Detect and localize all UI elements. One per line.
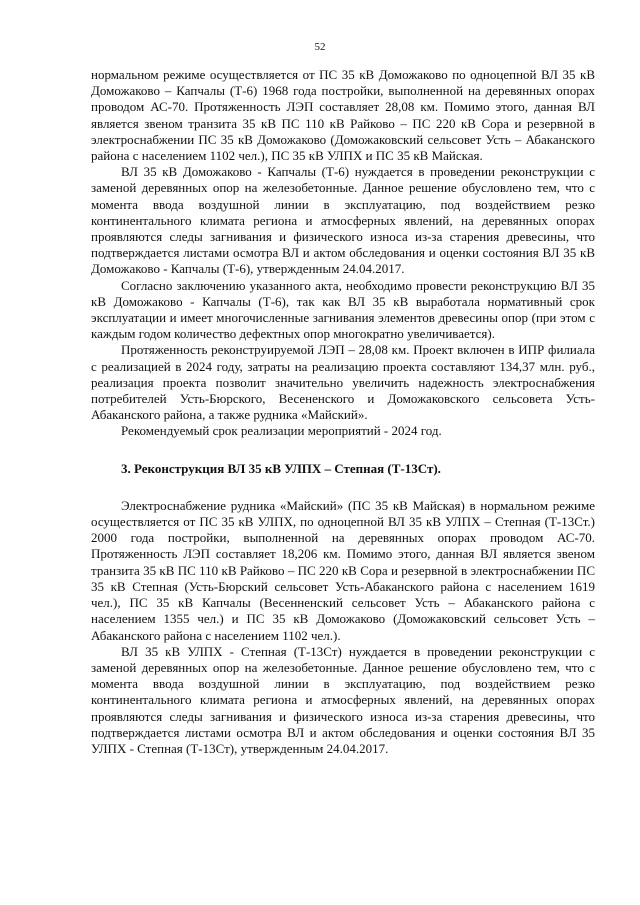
paragraph: нормальном режиме осуществляется от ПС 35 кВ Доможаково по одноцепной ВЛ 35 кВ Доможаково – Капчалы (Т-6) 1968 года постройки, выполненной на деревянных опорах проводом АС-70. Протяженность ЛЭП составляет 28,08 км. Помимо этого, данная ВЛ является звеном транзита 35 кВ ПС 110 кВ Райково – ПС 220 кВ Сора и резервной в электроснабжении ПС 35 кВ Доможаково (Доможаковский сельсовет Усть – Абаканского района с населением 1102 чел.), ПС 35 кВ УЛПХ и ПС 35 кВ Майская. [91, 67, 595, 164]
page-number: 52 [314, 41, 326, 53]
paragraph: ВЛ 35 кВ Доможаково - Капчалы (Т-6) нуждается в проведении реконструкции с заменой деревянных опор на железобетонные. Данное решение обусловлено тем, что с момента ввода воздушной линии в эксплуатацию, под воздействием резко континентального климата региона и атмосферных явлений, на деревянных опорах проявляются следы загнивания и физического износа из-за старения древесины, что подтверждается листами осмотра ВЛ и актом обследования и оценки состояния ВЛ 35 кВ Доможаково - Капчалы (Т-6), утвержденным 24.04.2017. [91, 164, 595, 277]
paragraph: Согласно заключению указанного акта, необходимо провести реконструкцию ВЛ 35 кВ Доможаково - Капчалы (Т-6), так как ВЛ 35 кВ выработала нормативный срок эксплуатации и имеет многочисленные загнивания элементов древесины опор (при этом с каждым годом количество дефектных опор многократно увеличивается). [91, 277, 595, 342]
paragraph: ВЛ 35 кВ УЛПХ - Степная (Т-13Ст) нуждается в проведении реконструкции с заменой деревянных опор на железобетонные. Данное решение обусловлено тем, что с момента ввода воздушной линии в эксплуатацию, под воздействием резко континентального климата региона и атмосферных явлений, на деревянных опорах проявляются следы загнивания и физического износа из-за старения древесины, что подтверждается листами осмотра ВЛ и актом обследования и оценки состояния ВЛ 35 УЛПХ - Степная (Т-13Ст), утвержденным 24.04.2017. [91, 643, 595, 756]
paragraph: Электроснабжение рудника «Майский» (ПС 35 кВ Майская) в нормальном режиме осуществляется от ПС 35 кВ УЛПХ, по одноцепной ВЛ 35 кВ УЛПХ – Степная (Т-13Ст.) 2000 года постройки, выполненной на деревянных опорах проводом АС-70. Протяженность ЛЭП составляет 18,206 км. Помимо этого, данная ВЛ является звеном транзита 35 кВ ПС 110 кВ Райково – ПС 220 кВ Сора и резервной в электроснабжении ПС 35 кВ Степная (Усть-Бюрский сельсовет Усть-Абаканского района с населением 1619 чел.), ПС 35 кВ Капчалы (Весенненский сельсовет Усть – Абаканского района с населением 1355 чел.) и ПС 35 кВ Доможаково (Доможаковский сельсовет Усть – Абаканского района с населением 1102 чел.). [91, 497, 595, 643]
paragraph: Рекомендуемый срок реализации мероприятий - 2024 год. [121, 423, 442, 439]
section-heading: 3. Реконструкция ВЛ 35 кВ УЛПХ – Степная (Т-13Ст). [121, 460, 441, 476]
document-body [91, 67, 595, 757]
paragraph: Протяженность реконструируемой ЛЭП – 28,08 км. Проект включен в ИПР филиала с реализацией в 2024 году, затраты на реализацию проекта составляют 134,37 млн. руб., реализация проекта позволит значительно увеличить надежность электроснабжения потребителей Усть-Бюрского, Весененского и Доможаковского сельсовета Усть-Абаканского района, а также рудника «Майский». [91, 342, 595, 423]
